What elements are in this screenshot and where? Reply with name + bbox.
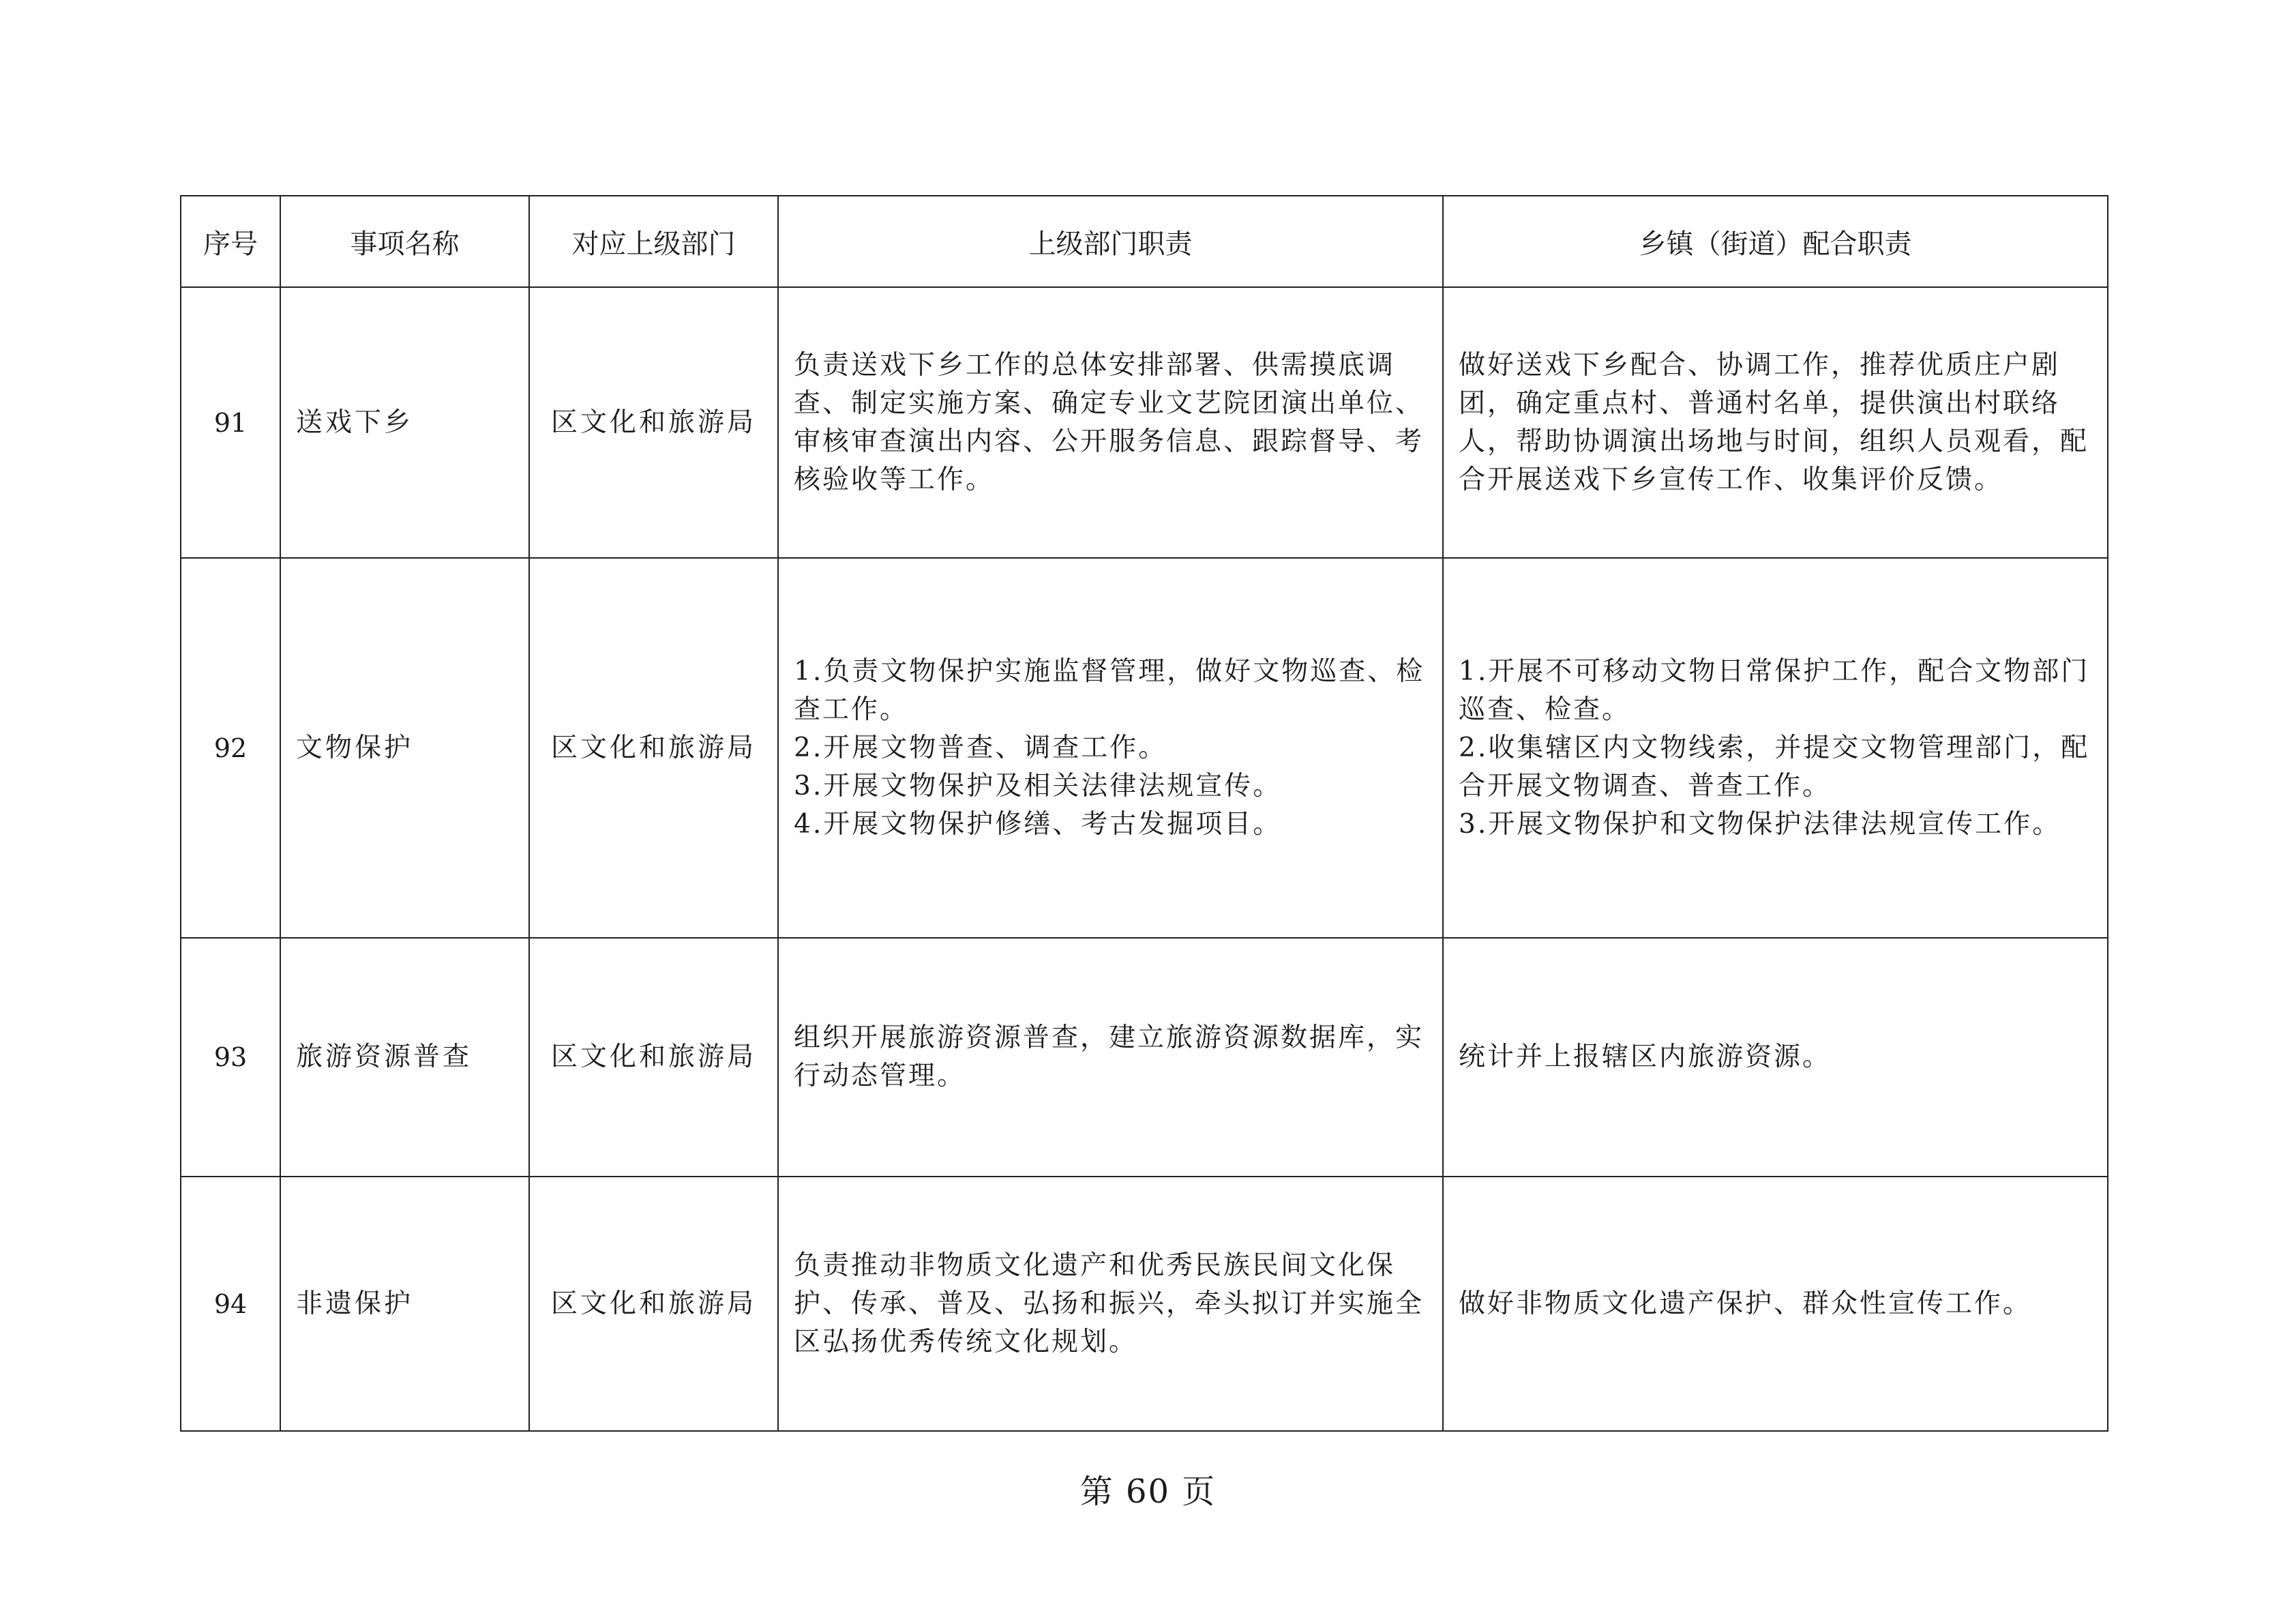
duty-line: 负责送戏下乡工作的总体安排部署、供需摸底调查、制定实施方案、确定专业文艺院团演出单位、审核审查演出内容、公开服务信息、跟踪督导、考核验收等工作。 <box>794 349 1425 495</box>
table-row <box>181 1177 2108 1431</box>
header-town-duty: 乡镇（街道）配合职责 <box>1443 196 2108 287</box>
superior-duty <box>778 938 1443 1177</box>
item-name: 送戏下乡 <box>280 287 529 558</box>
duty-table <box>180 195 2108 1432</box>
header-row <box>181 196 2108 287</box>
row-number: 92 <box>181 558 280 938</box>
header-item-name: 事项名称 <box>280 196 529 287</box>
page-number: 第 60 页 <box>1079 1473 1217 1511</box>
superior-dept: 区文化和旅游局 <box>529 938 778 1177</box>
row-number: 91 <box>181 287 280 558</box>
town-duty <box>1443 558 2108 938</box>
header-superior-duty: 上级部门职责 <box>778 196 1443 287</box>
superior-dept: 区文化和旅游局 <box>529 287 778 558</box>
superior-duty <box>778 1177 1443 1431</box>
table-row <box>181 287 2108 558</box>
superior-dept: 区文化和旅游局 <box>529 1177 778 1431</box>
coop-line: 1.开展不可移动文物日常保护工作，配合文物部门巡查、检查。 <box>1459 655 2090 725</box>
coop-line: 统计并上报辖区内旅游资源。 <box>1459 1042 1832 1072</box>
item-name: 非遗保护 <box>280 1177 529 1431</box>
superior-duty <box>778 287 1443 558</box>
header-superior-dept: 对应上级部门 <box>529 196 778 287</box>
superior-dept: 区文化和旅游局 <box>529 558 778 938</box>
coop-line: 3.开展文物保护和文物保护法律法规宣传工作。 <box>1459 808 2061 840</box>
town-duty <box>1443 1177 2108 1431</box>
coop-line: 做好送戏下乡配合、协调工作，推荐优质庄户剧团，确定重点村、普通村名单，提供演出村联络人，帮助协调演出场地与时间，组织人员观看，配合开展送戏下乡宣传工作、收集评价反馈。 <box>1459 349 2089 495</box>
duty-line: 1.负责文物保护实施监督管理，做好文物巡查、检查工作。 <box>794 655 1425 725</box>
duty-line: 负责推动非物质文化遗产和优秀民族民间文化保护、传承、普及、弘扬和振兴，牵头拟订并实施全区弘扬优秀传统文化规划。 <box>794 1250 1425 1357</box>
duty-line: 4.开展文物保护修缮、考古发掘项目。 <box>794 808 1282 840</box>
town-duty <box>1443 938 2108 1177</box>
row-number: 94 <box>181 1177 280 1431</box>
header-no: 序号 <box>181 196 280 287</box>
coop-line: 2.收集辖区内文物线索，并提交文物管理部门，配合开展文物调查、普查工作。 <box>1459 732 2090 801</box>
duty-line: 2.开展文物普查、调查工作。 <box>794 732 1167 763</box>
duty-line: 组织开展旅游资源普查，建立旅游资源数据库，实行动态管理。 <box>794 1022 1425 1091</box>
item-name: 旅游资源普查 <box>280 938 529 1177</box>
row-number: 93 <box>181 938 280 1177</box>
superior-duty <box>778 558 1443 938</box>
table-row <box>181 558 2108 938</box>
duty-line: 3.开展文物保护及相关法律法规宣传。 <box>794 770 1282 801</box>
town-duty <box>1443 287 2108 558</box>
table-row <box>181 938 2108 1177</box>
item-name: 文物保护 <box>280 558 529 938</box>
coop-line: 做好非物质文化遗产保护、群众性宣传工作。 <box>1459 1288 2032 1319</box>
